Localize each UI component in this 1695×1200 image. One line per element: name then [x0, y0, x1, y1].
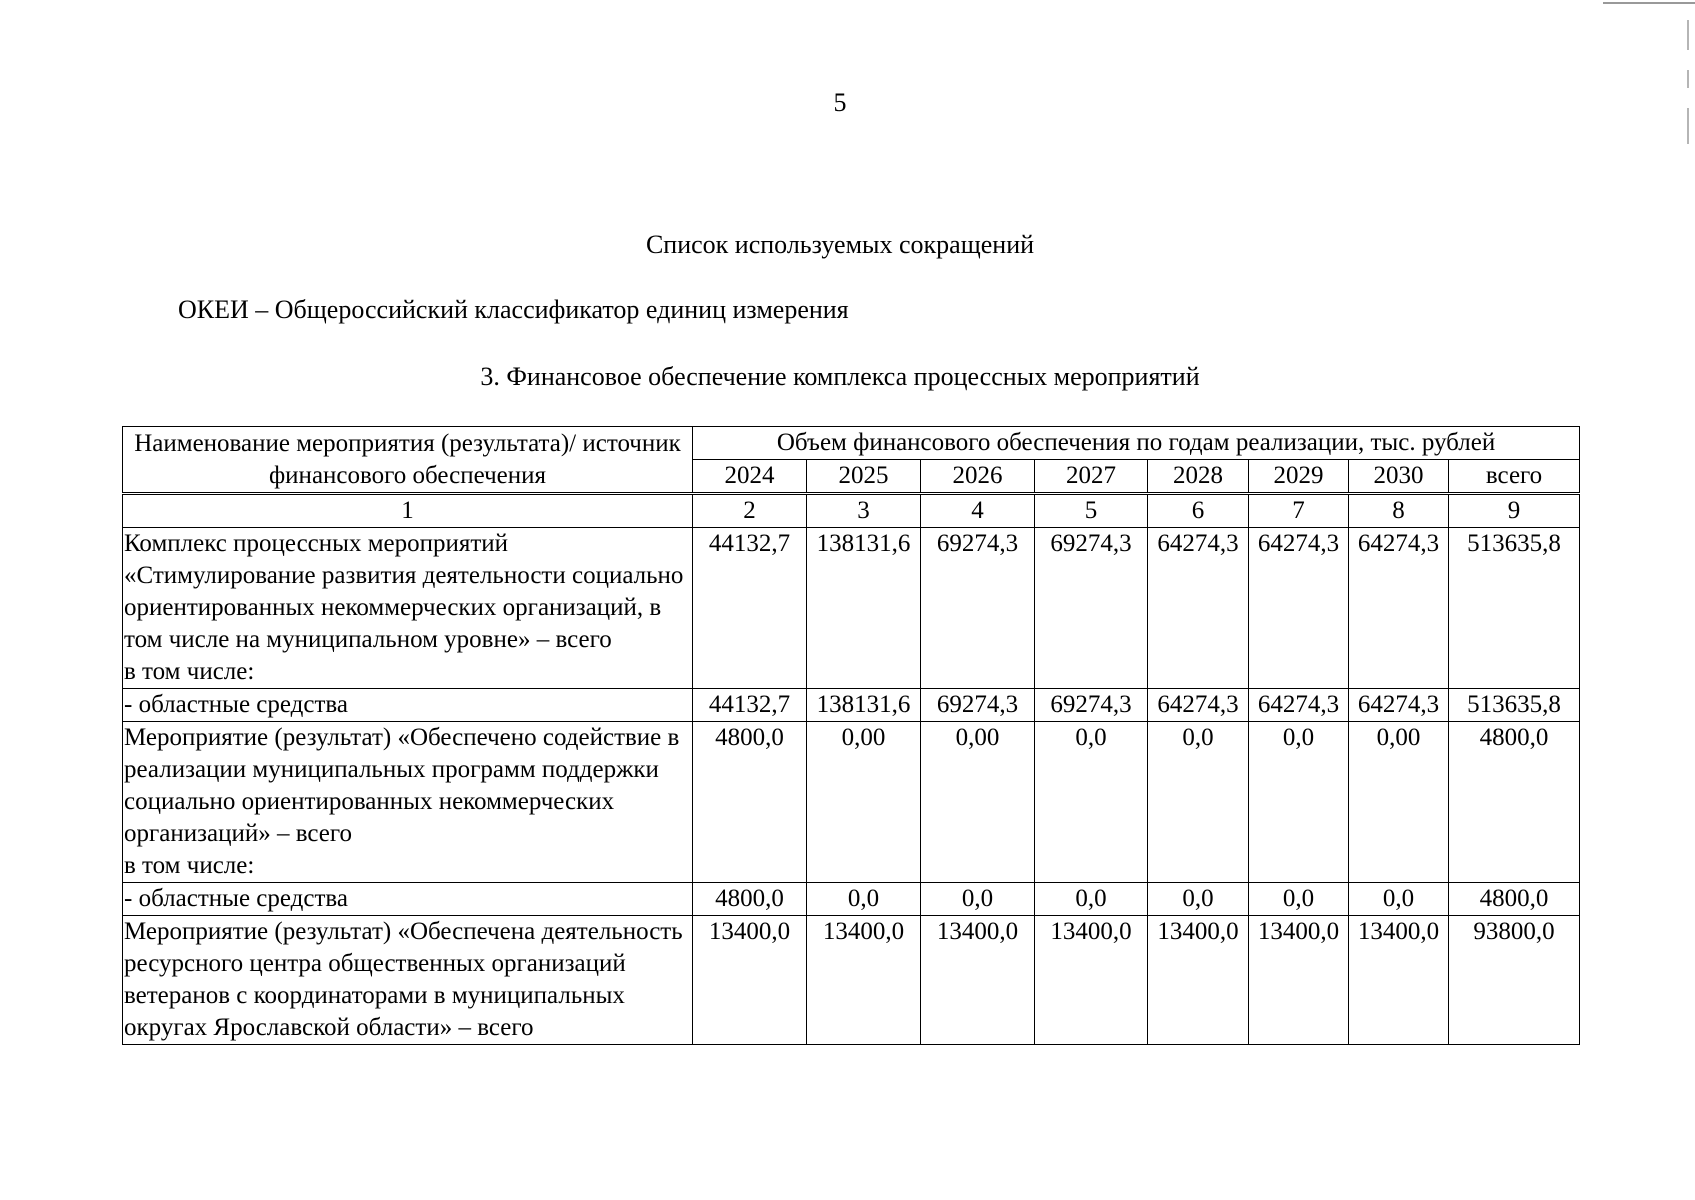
- year-value-cell: 0,0: [1035, 722, 1148, 883]
- row-name: - областные средства: [124, 885, 348, 912]
- year-header: 2024: [693, 460, 807, 494]
- year-value-cell: 0,0: [807, 883, 921, 916]
- section-title: 3. Финансовое обеспечение комплекса процессных мероприятий: [480, 362, 1200, 391]
- year-value-cell: 64274,3: [1249, 528, 1349, 689]
- year-value-cell: 69274,3: [1035, 689, 1148, 722]
- total-value-cell: 4800,0: [1449, 722, 1580, 883]
- row-name-cell: [123, 689, 693, 722]
- year-value-cell: 0,0: [1148, 722, 1249, 883]
- year-value-cell: 0,0: [1249, 883, 1349, 916]
- row-name: Мероприятие (результат) «Обеспечено содействие в реализации муниципальных программ поддержки социально ориентированных некоммерческих организаций» – всего: [124, 724, 680, 847]
- year-header: 2025: [807, 460, 921, 494]
- header-row: [123, 427, 1580, 460]
- year-value-cell: 13400,0: [1349, 916, 1449, 1045]
- abbreviations-title: Список используемых сокращений: [645, 230, 1035, 259]
- financing-table: [122, 426, 1580, 1045]
- total-value-cell: 93800,0: [1449, 916, 1580, 1045]
- volume-header: Объем финансового обеспечения по годам реализации, тыс. рублей: [693, 427, 1580, 460]
- row-name-continuation: в том числе:: [124, 852, 255, 879]
- column-number: 7: [1249, 494, 1349, 528]
- page-number: 5: [833, 88, 847, 117]
- total-value-cell: 4800,0: [1449, 883, 1580, 916]
- column-number: 3: [807, 494, 921, 528]
- year-value-cell: 13400,0: [1249, 916, 1349, 1045]
- abbreviation-item: ОКЕИ – Общероссийский классификатор единиц измерения: [178, 295, 849, 324]
- column-number: 8: [1349, 494, 1449, 528]
- year-value-cell: 0,0: [1249, 722, 1349, 883]
- year-value-cell: 0,00: [921, 722, 1035, 883]
- table-row: [123, 722, 1580, 883]
- year-header: 2027: [1035, 460, 1148, 494]
- year-value-cell: 13400,0: [1148, 916, 1249, 1045]
- year-header: 2026: [921, 460, 1035, 494]
- year-header: 2030: [1349, 460, 1449, 494]
- row-name: - областные средства: [124, 691, 348, 718]
- year-value-cell: 64274,3: [1349, 689, 1449, 722]
- year-value-cell: 64274,3: [1148, 528, 1249, 689]
- row-name-cell: [123, 528, 693, 689]
- column-number: 4: [921, 494, 1035, 528]
- year-value-cell: 0,0: [921, 883, 1035, 916]
- row-name: Мероприятие (результат) «Обеспечена деятельность ресурсного центра общественных организаций ветеранов с координаторами в муниципальных округах Ярославской области» – всего: [124, 918, 683, 1041]
- table-row: [123, 689, 1580, 722]
- year-value-cell: 4800,0: [693, 722, 807, 883]
- year-value-cell: 64274,3: [1349, 528, 1449, 689]
- row-name-cell: [123, 722, 693, 883]
- scan-edge-mark: [1687, 108, 1689, 144]
- table-body: [123, 528, 1580, 1045]
- total-value-cell: 513635,8: [1449, 689, 1580, 722]
- table-row: [123, 528, 1580, 689]
- year-value-cell: 64274,3: [1148, 689, 1249, 722]
- scan-edge-line: [1603, 2, 1695, 4]
- table-row: [123, 883, 1580, 916]
- total-value-cell: 513635,8: [1449, 528, 1580, 689]
- column-number: 6: [1148, 494, 1249, 528]
- year-value-cell: 138131,6: [807, 528, 921, 689]
- column-number: 2: [693, 494, 807, 528]
- row-name-continuation: в том числе:: [124, 658, 255, 685]
- year-value-cell: 44132,7: [693, 689, 807, 722]
- year-value-cell: 44132,7: [693, 528, 807, 689]
- name-column-header: Наименование мероприятия (результата)/ источник финансового обеспечения: [123, 427, 693, 494]
- year-value-cell: 64274,3: [1249, 689, 1349, 722]
- year-value-cell: 69274,3: [1035, 528, 1148, 689]
- year-value-cell: 0,0: [1035, 883, 1148, 916]
- row-name-cell: [123, 916, 693, 1045]
- column-number: 9: [1449, 494, 1580, 528]
- year-value-cell: 69274,3: [921, 528, 1035, 689]
- year-value-cell: 13400,0: [693, 916, 807, 1045]
- row-name: Комплекс процессных мероприятий «Стимулирование развития деятельности социально ориентированных некоммерческих организаций, в том числе на муниципальном уровне» – всего: [124, 530, 684, 653]
- table-row: [123, 916, 1580, 1045]
- year-value-cell: 13400,0: [807, 916, 921, 1045]
- column-number: 5: [1035, 494, 1148, 528]
- year-value-cell: 69274,3: [921, 689, 1035, 722]
- year-header: 2028: [1148, 460, 1249, 494]
- year-value-cell: 4800,0: [693, 883, 807, 916]
- total-header: всего: [1449, 460, 1580, 494]
- column-number-row: [123, 494, 1580, 528]
- year-value-cell: 0,00: [807, 722, 921, 883]
- year-header: 2029: [1249, 460, 1349, 494]
- row-name-cell: [123, 883, 693, 916]
- scan-edge-mark: [1687, 70, 1689, 88]
- year-value-cell: 13400,0: [1035, 916, 1148, 1045]
- year-value-cell: 0,0: [1148, 883, 1249, 916]
- column-number: 1: [123, 494, 693, 528]
- year-value-cell: 138131,6: [807, 689, 921, 722]
- year-value-cell: 13400,0: [921, 916, 1035, 1045]
- scan-edge-mark: [1687, 20, 1689, 50]
- year-value-cell: 0,0: [1349, 883, 1449, 916]
- year-value-cell: 0,00: [1349, 722, 1449, 883]
